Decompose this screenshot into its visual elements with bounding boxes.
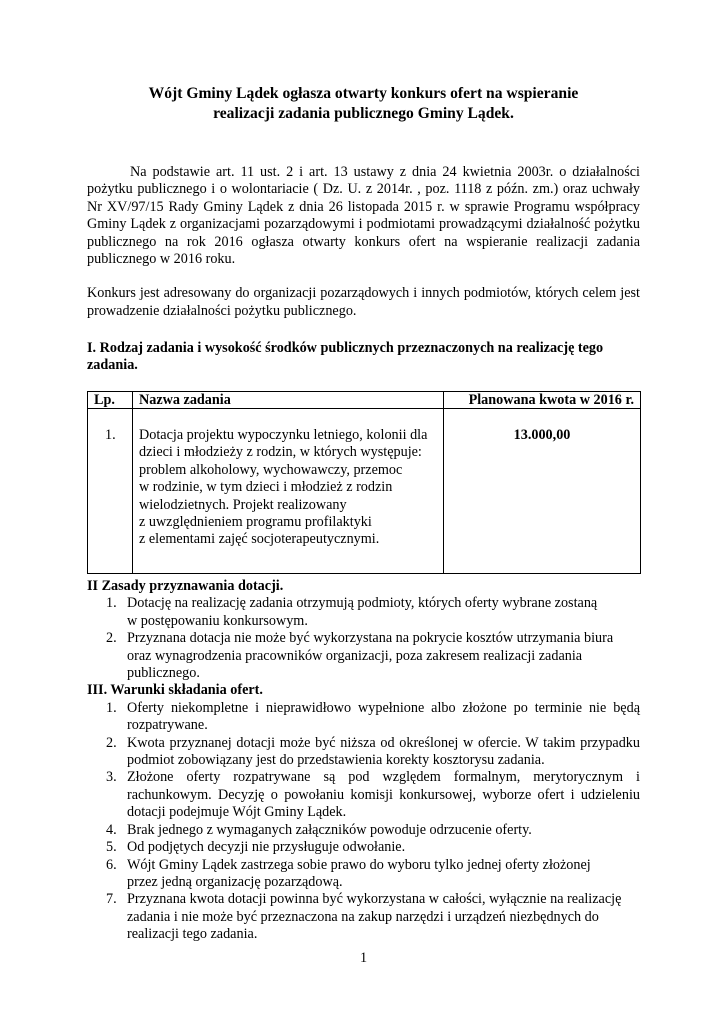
table-header-row <box>88 392 641 409</box>
task-name-line: Dotacja projektu wypoczynku letniego, kolonii dla <box>139 427 428 443</box>
section-2-heading: II Zasady przyznawania dotacji. <box>87 578 284 594</box>
table-row <box>88 409 641 574</box>
list-item <box>87 857 640 892</box>
list-item-text: Złożone oferty rozpatrywane są pod względem formalnym, merytorycznym i rachunkowym. Decyzję o powołaniu komisji konkursowej, wyborze ofert i udzieleniu dotacji podejmuje Wójt Gminy Lądek. <box>127 769 640 821</box>
list-item-line: w postępowaniu konkursowym. <box>127 612 308 629</box>
list-item-line: Wójt Gminy Lądek zastrzega sobie prawo do wyboru tylko jednej oferty złożonej <box>127 856 591 873</box>
document-title <box>87 84 640 124</box>
list-item <box>87 700 640 735</box>
page-number: 1 <box>359 950 368 966</box>
list-item <box>87 769 640 821</box>
sections-block <box>87 578 640 944</box>
header-planned-amount: Planowana kwota w 2016 r. <box>444 392 641 409</box>
task-name-line: dzieci i młodzieży z rodzin, w których występuje: <box>139 444 422 461</box>
section-1-heading: I. Rodzaj zadania i wysokość środków publicznych przeznaczonych na realizację tego zadania. <box>87 340 604 374</box>
task-name-line: problem alkoholowy, wychowawczy, przemoc <box>139 461 403 478</box>
list-item-number: 5. <box>106 839 117 856</box>
list-item-text: Kwota przyznanej dotacji może być niższa od określonej w ofercie. W takim przypadku podmiot zobowiązany jest do przedstawienia korekty kosztorysu zadania. <box>127 734 640 769</box>
section-2-list <box>87 595 640 682</box>
list-item-number: 3. <box>106 769 117 786</box>
list-item <box>87 735 640 770</box>
list-item-number: 6. <box>106 856 117 873</box>
title-line-1: Wójt Gminy Lądek ogłasza otwarty konkurs ofert na wspieranie <box>148 85 579 102</box>
list-item-number: 1. <box>106 595 117 612</box>
task-name-line: z uwzględnieniem programu profilaktyki <box>139 514 372 531</box>
list-item-line: realizacji tego zadania. <box>127 926 258 943</box>
list-item-line: przez jedną organizację pozarządową. <box>127 873 343 890</box>
list-item-line: oraz wynagrodzenia pracowników organizacji, poza zakresem realizacji zadania <box>127 647 583 664</box>
section-3-heading: III. Warunki składania ofert. <box>87 682 263 699</box>
list-item-number: 2. <box>106 734 117 751</box>
list-item-line: Przyznana kwota dotacji powinna być wykorzystana w całości, wyłącznie na realizację <box>127 891 622 908</box>
list-item-number: 4. <box>106 821 117 838</box>
section-3-list <box>87 700 640 944</box>
intro-paragraph-1: Na podstawie art. 11 ust. 2 i art. 13 ustawy z dnia 24 kwietnia 2003r. o działalności pożytku publicznego i o wolontariacie ( Dz. U. z 2014r. , poz. 1118 z późn. zm.) oraz uchwały Nr XV/97/15 Rady Gminy Lądek z dnia 26 listopada 2015 r. w sprawie Programu współpracy Gminy Lądek z organizacjami pozarządowymi i podmiotami prowadzącymi działalność pożytku publicznego na rok 2016 ogłasza otwarty konkurs ofert na wspieranie realizacji zadania publicznego w 2016 roku. <box>87 164 640 268</box>
intro-paragraph-2: Konkurs jest adresowany do organizacji pozarządowych i innych podmiotów, których celem jest prowadzenie działalności pożytku publicznego. <box>87 285 640 319</box>
list-item <box>87 822 640 839</box>
list-item <box>87 630 640 682</box>
task-name-line: w rodzinie, w tym dzieci i młodzież z rodzin <box>139 479 393 496</box>
list-item-number: 1. <box>106 699 117 716</box>
list-item <box>87 839 640 856</box>
list-item <box>87 595 640 630</box>
list-item-text: Brak jednego z wymaganych załączników powoduje odrzucenie oferty. <box>127 821 532 838</box>
header-lp: Lp. <box>88 392 133 409</box>
list-item-line: Dotację na realizację zadania otrzymują podmioty, których oferty wybrane zostaną <box>127 595 598 612</box>
list-item-line: Przyznana dotacja nie może być wykorzystana na pokrycie kosztów utrzymania biura <box>127 630 614 647</box>
list-item <box>87 891 640 943</box>
task-name-line: wielodzietnych. Projekt realizowany <box>139 496 347 513</box>
intro-text <box>87 164 640 320</box>
list-item-text: Od podjętych decyzji nie przysługuje odwołanie. <box>127 839 406 856</box>
document-page <box>87 0 640 1024</box>
cell-lp: 1. <box>88 409 133 574</box>
task-table <box>87 391 641 574</box>
task-name-line: z elementami zajęć socjoterapeutycznymi. <box>139 531 380 548</box>
title-line-2: realizacji zadania publicznego Gminy Lądek. <box>213 105 514 122</box>
list-item-line: publicznego. <box>127 665 200 682</box>
list-item-number: 2. <box>106 630 117 647</box>
list-item-line: zadania i nie może być przeznaczona na zakup narzędzi i urządzeń niezbędnych do <box>127 908 599 925</box>
cell-task-name <box>133 409 444 574</box>
cell-planned-amount: 13.000,00 <box>444 409 641 574</box>
header-task-name: Nazwa zadania <box>133 392 444 409</box>
list-item-number: 7. <box>106 891 117 908</box>
list-item-text: Oferty niekompletne i nieprawidłowo wypełnione albo złożone po terminie nie będą rozpatrywane. <box>127 699 640 734</box>
